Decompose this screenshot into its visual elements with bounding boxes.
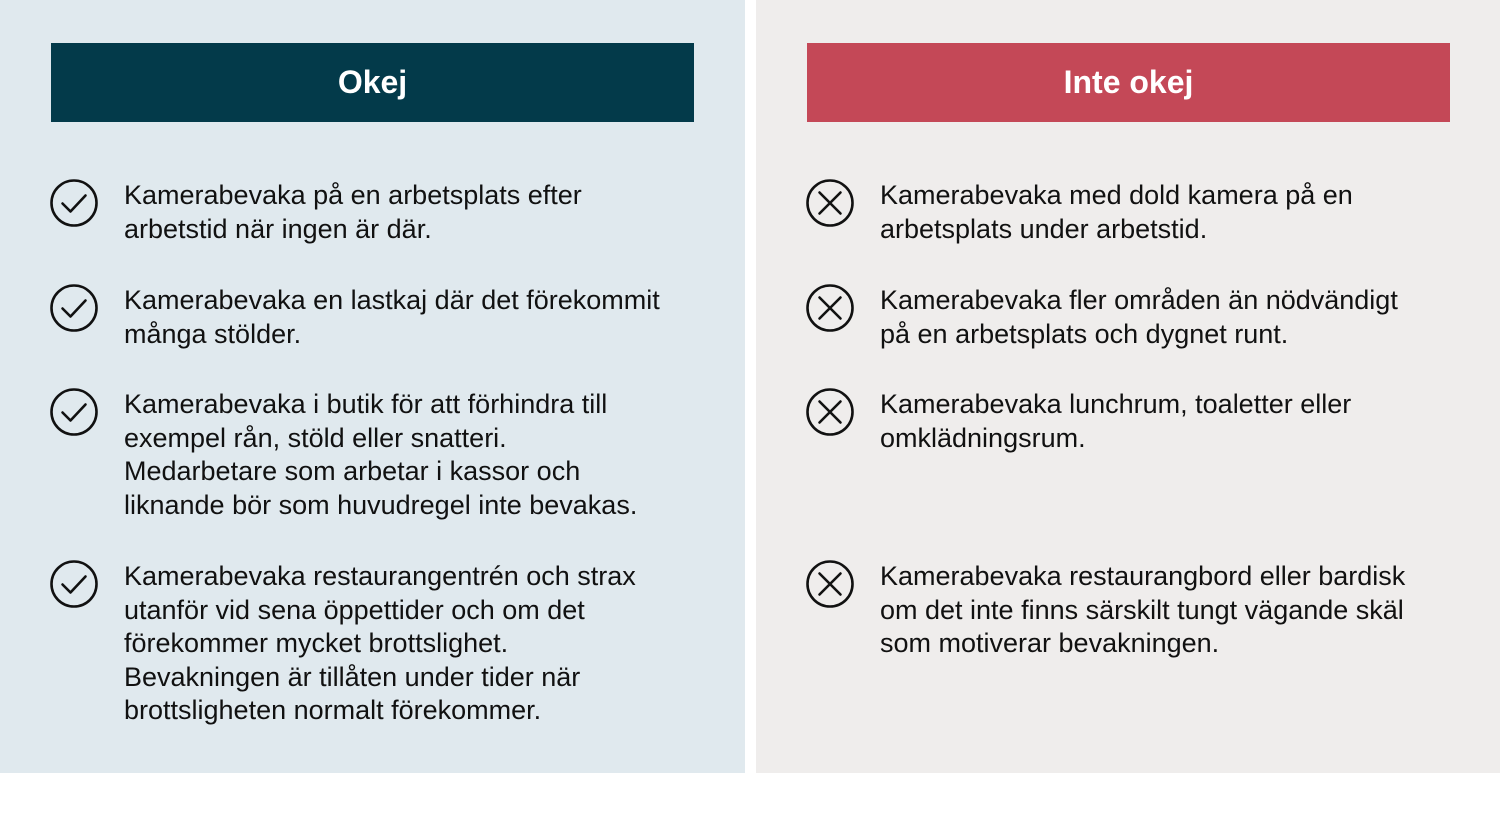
x-circle-icon: [806, 284, 854, 332]
check-circle-icon: [50, 388, 98, 436]
okej-header: Okej: [51, 43, 694, 122]
x-circle-icon: [806, 179, 854, 227]
okej-panel: [0, 0, 745, 773]
check-circle-icon: [50, 284, 98, 332]
inte-okej-panel: [756, 0, 1500, 773]
x-circle-icon: [806, 388, 854, 436]
inte-okej-item-text: Kamerabevaka restaurangbord eller bardisk om det inte finns särskilt tungt vägande skäl som motiverar bevakningen.: [880, 561, 1406, 659]
inte-okej-header: Inte okej: [807, 43, 1450, 122]
inte-okej-item-text: Kamerabevaka fler områden än nödvändigt på en arbetsplats och dygnet runt.: [880, 285, 1398, 349]
inte-okej-item-text: Kamerabevaka lunchrum, toaletter eller omklädningsrum.: [880, 389, 1352, 453]
inte-okej-item-text: Kamerabevaka med dold kamera på en arbetsplats under arbetstid.: [880, 180, 1353, 244]
okej-item-text: Kamerabevaka i butik för att förhindra till exempel rån, stöld eller snatteri. Medarbetare som arbetar i kassor och liknande bör som huvudregel inte bevakas.: [124, 389, 638, 520]
check-circle-icon: [50, 179, 98, 227]
okej-item-text: Kamerabevaka på en arbetsplats efter arbetstid när ingen är där.: [124, 180, 582, 244]
x-circle-icon: [806, 560, 854, 608]
okej-item-text: Kamerabevaka en lastkaj där det förekommit många stölder.: [124, 285, 660, 349]
check-circle-icon: [50, 560, 98, 608]
okej-item-text: Kamerabevaka restaurangentrén och strax utanför vid sena öppettider och om det förekommer mycket brottslighet. Bevakningen är tillåten under tider när brottsligheten normalt förekommer.: [124, 561, 636, 726]
